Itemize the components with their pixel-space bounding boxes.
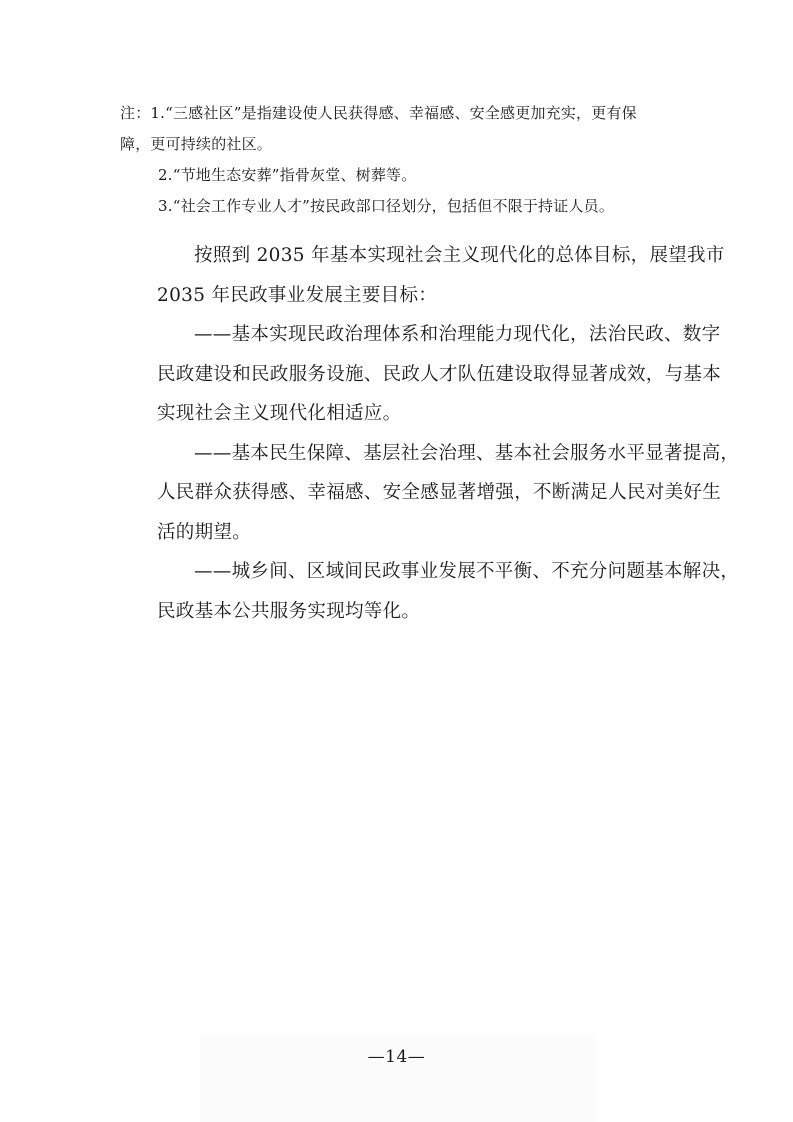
paragraph-balanced-development (120, 552, 740, 631)
paragraph-governance-modernization (120, 315, 722, 434)
paragraph-line: 民政建设和民政服务设施、民政人才队伍建设取得显著成效，与基本 (157, 363, 722, 385)
note-line-3: 3.“社会工作专业人才”按民政部口径划分，包括但不限于持证人员。 (158, 197, 615, 215)
note-line-1-continued: 障，更可持续的社区。 (120, 135, 273, 153)
page-number: —14— (367, 1047, 426, 1067)
table-notes (120, 98, 680, 222)
body-text (120, 236, 740, 631)
paragraph-2035-goals-intro (120, 236, 725, 315)
paragraph-livelihood-security (120, 434, 740, 553)
paragraph-line: 民政基本公共服务实现均等化。 (157, 600, 421, 622)
paragraph-line: 2035 年民政事业发展主要目标： (157, 284, 438, 306)
paragraph-line: 按照到 2035 年基本实现社会主义现代化的总体目标，展望我市 (194, 245, 725, 266)
paragraph-line: ——基本实现民政治理体系和治理能力现代化，法治民政、数字 (194, 324, 721, 345)
paragraph-line: 实现社会主义现代化相适应。 (157, 403, 402, 424)
note-line-2: 2.“节地生态安葬”指骨灰堂、树葬等。 (158, 166, 417, 184)
paragraph-line: ——基本民生保障、基层社会治理、基本社会服务水平显著提高， (194, 442, 740, 464)
note-line-1: 注：1.“三感社区”是指建设使人民获得感、幸福感、安全感更加充实，更有保 (120, 104, 637, 122)
paragraph-line: ——城乡间、区域间民政事业发展不平衡、不充分问题基本解决， (194, 561, 740, 582)
paragraph-line: 人民群众获得感、幸福感、安全感显著增强，不断满足人民对美好生 (157, 482, 722, 503)
paragraph-line: 活的期望。 (157, 521, 252, 543)
